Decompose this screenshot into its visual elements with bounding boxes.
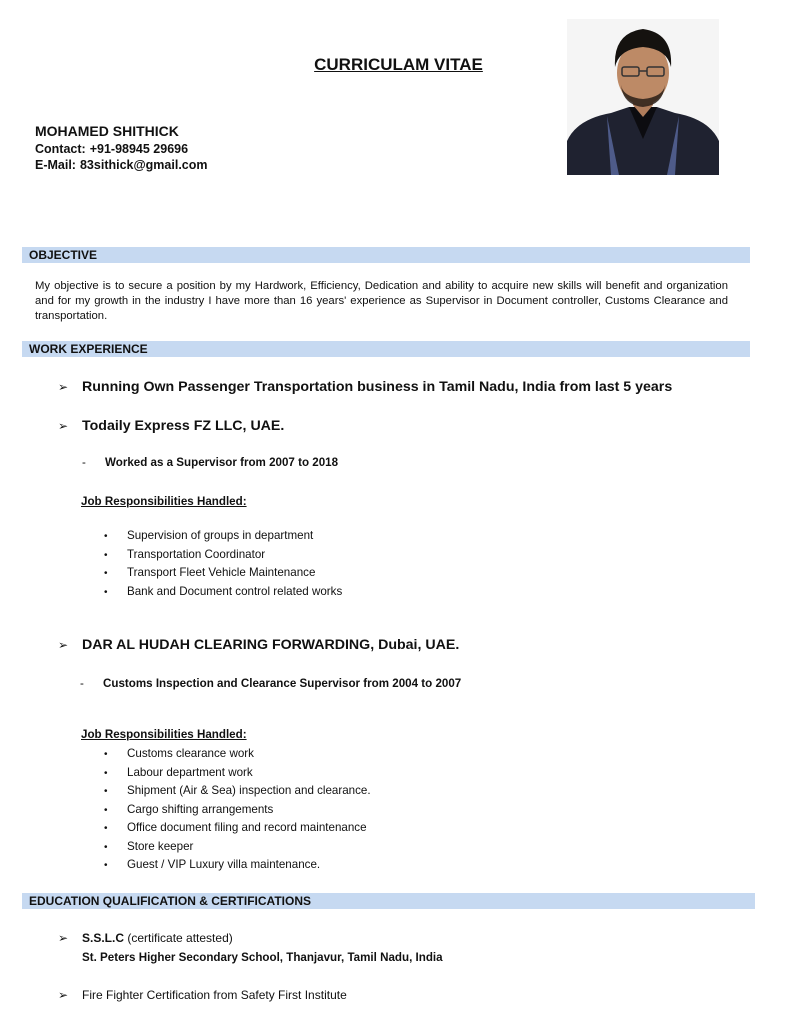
education-heading: EDUCATION QUALIFICATION & CERTIFICATIONS xyxy=(22,893,755,909)
work-item-title: Todaily Express FZ LLC, UAE. xyxy=(82,418,285,434)
bullet-dot: • xyxy=(104,860,108,871)
education-item-note: (certificate attested) xyxy=(127,931,233,945)
work-item-3 xyxy=(58,637,459,653)
list-item xyxy=(104,838,371,857)
education-item-title: S.S.L.C xyxy=(82,931,125,945)
list-item-text: Supervision of groups in department xyxy=(127,529,314,542)
education-item-1-detail: St. Peters Higher Secondary School, Thanjavur, Tamil Nadu, India xyxy=(82,951,443,964)
list-item xyxy=(104,819,371,838)
list-item-text: Labour department work xyxy=(127,765,253,779)
work-item-2-responsibilities-heading: Job Responsibilities Handled: xyxy=(81,495,247,508)
bullet-dot: • xyxy=(104,749,108,760)
email-label: E-Mail: xyxy=(35,158,76,172)
role-text: Worked as a Supervisor from 2007 to 2018 xyxy=(105,456,339,469)
list-item xyxy=(104,527,342,546)
work-item-2-responsibilities xyxy=(104,527,342,601)
contact-label: Contact: xyxy=(35,142,86,156)
list-item xyxy=(104,782,371,801)
objective-heading: OBJECTIVE xyxy=(22,247,750,263)
work-item-3-responsibilities xyxy=(104,745,371,875)
bullet-dot: • xyxy=(104,804,108,816)
bullet-dot: • xyxy=(104,549,108,561)
email-value: 83sithick@gmail.com xyxy=(79,158,208,172)
list-item-text: Office document filing and record maintenance xyxy=(127,821,367,834)
list-item xyxy=(104,745,371,764)
bullet-dot: • xyxy=(104,586,108,598)
work-item-title: DAR AL HUDAH CLEARING FORWARDING, Dubai, UAE. xyxy=(82,637,460,653)
work-item-1 xyxy=(58,379,672,395)
role-text: Customs Inspection and Clearance Supervisor from 2004 to 2007 xyxy=(103,677,462,690)
education-item-2 xyxy=(58,988,347,1002)
list-item xyxy=(104,583,342,602)
email-line xyxy=(35,158,208,172)
list-item-text: Store keeper xyxy=(127,839,194,853)
objective-text: My objective is to secure a position by my Hardwork, Efficiency, Dedication and ability to acquire new skills will benefit and organization and for my growth in the industry I have more than 16 years' experience as Supervisor in Document controller, Customs Clearance and transportation. xyxy=(35,280,728,322)
list-item-text: Customs clearance work xyxy=(127,747,254,760)
document-title: CURRICULAM VITAE xyxy=(314,55,483,74)
list-item-text: Guest / VIP Luxury villa maintenance. xyxy=(127,858,321,871)
work-item-title: Running Own Passenger Transportation business in Tamil Nadu, India from last 5 years xyxy=(82,379,673,395)
education-item-title: Fire Fighter Certification from Safety First Institute xyxy=(82,988,347,1002)
bullet-dot: • xyxy=(104,841,108,853)
work-item-2-role xyxy=(82,456,338,469)
bullet-dot: • xyxy=(104,823,108,834)
list-item-text: Bank and Document control related works xyxy=(127,584,343,598)
bullet-dot: • xyxy=(104,531,108,542)
work-experience-heading: WORK EXPERIENCE xyxy=(22,341,750,357)
bullet-dot: • xyxy=(104,568,108,579)
contact-value: +91-98945 29696 xyxy=(89,142,189,156)
contact-line xyxy=(35,142,188,156)
work-item-3-role xyxy=(80,677,461,690)
list-item-text: Transport Fleet Vehicle Maintenance xyxy=(127,566,316,579)
list-item xyxy=(104,764,371,783)
work-item-3-responsibilities-heading: Job Responsibilities Handled: xyxy=(81,728,247,741)
dash-bullet: - xyxy=(82,456,86,469)
list-item xyxy=(104,546,342,565)
work-item-2 xyxy=(58,418,284,434)
bullet-dot: • xyxy=(104,767,108,779)
arrow-bullet-icon: ➢ xyxy=(58,931,69,945)
list-item xyxy=(104,801,371,820)
arrow-bullet-icon: ➢ xyxy=(58,988,69,1002)
arrow-bullet-icon: ➢ xyxy=(58,419,69,433)
list-item-text: Transportation Coordinator xyxy=(127,547,266,561)
list-item-text: Cargo shifting arrangements xyxy=(127,802,274,816)
list-item-text: Shipment (Air & Sea) inspection and clearance. xyxy=(127,784,371,797)
list-item xyxy=(104,856,371,875)
candidate-name: MOHAMED SHITHICK xyxy=(35,123,179,139)
dash-bullet: - xyxy=(80,677,84,690)
list-item xyxy=(104,564,342,583)
arrow-bullet-icon: ➢ xyxy=(58,380,69,394)
education-item-1 xyxy=(58,931,233,945)
bullet-dot: • xyxy=(104,786,108,797)
profile-photo xyxy=(567,19,719,175)
arrow-bullet-icon: ➢ xyxy=(58,638,69,652)
